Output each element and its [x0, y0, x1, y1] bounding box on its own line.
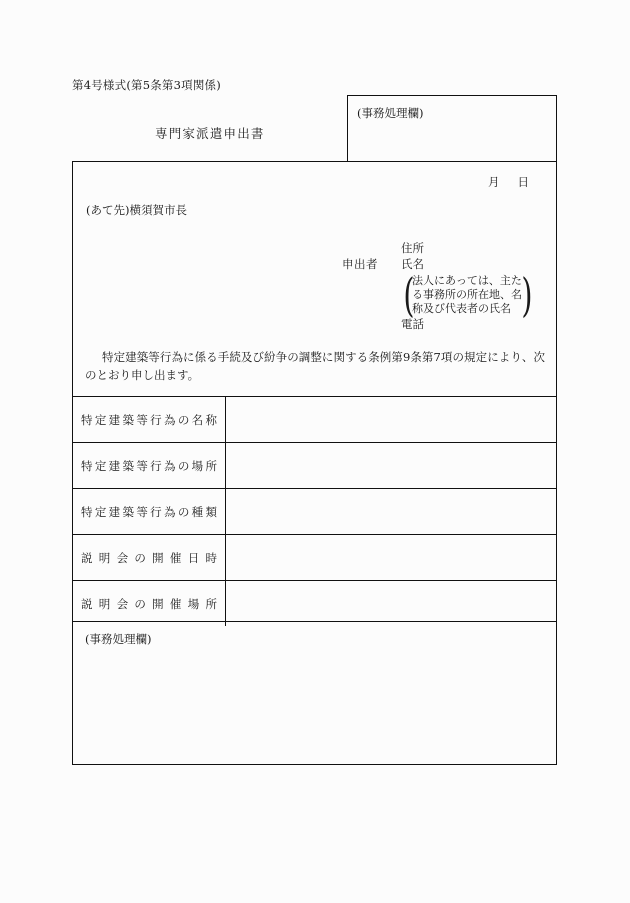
form-table: [73, 396, 556, 626]
table-row-value-cell[interactable]: [226, 397, 556, 442]
applicant-phone-row: [343, 317, 535, 333]
table-row: [73, 396, 556, 442]
corporate-note-line-2: る事務所の所在地、名: [412, 287, 522, 301]
table-row-value-cell[interactable]: [226, 489, 556, 534]
applicant-address-label: 住所: [401, 241, 424, 255]
office-processing-box-top-label: (事務処理欄): [357, 106, 424, 120]
addressee-line: (あて先)横須賀市長: [86, 203, 187, 217]
date-month-label: 月: [488, 175, 500, 189]
form-main-frame: [72, 161, 557, 765]
table-row-label: 説明会の開催日時: [81, 550, 217, 565]
date-line: [488, 174, 529, 190]
table-row: [73, 534, 556, 580]
applicant-name-label: 氏名: [401, 256, 424, 271]
office-processing-box-bottom-label: (事務処理欄): [85, 632, 152, 646]
corporate-note: ( 法人にあっては、主た る事務所の所在地、名 称及び代表者の氏名 ): [403, 267, 533, 322]
applicant-address-row: [343, 241, 535, 257]
table-row: [73, 488, 556, 534]
applicant-name-row: [343, 257, 535, 273]
form-code: 第4号様式(第5条第3項関係): [72, 78, 221, 92]
corporate-note-line-1: 法人にあっては、主た: [412, 273, 522, 287]
table-row-label: 説明会の開催場所: [81, 596, 217, 611]
table-row-label: 特定建築等行為の名称: [81, 412, 217, 427]
table-row-label-cell: [73, 397, 226, 442]
applicant-block: [343, 241, 535, 333]
applicant-tag: 申出者: [342, 256, 378, 271]
office-processing-box-bottom: [73, 621, 556, 764]
table-row-label-cell: [73, 489, 226, 534]
corporate-note-line-3: 称及び代表者の氏名: [412, 301, 511, 315]
table-row-value-cell[interactable]: [226, 581, 556, 626]
office-processing-box-top: [347, 95, 557, 162]
statement-text: 特定建築等行為に係る手続及び紛争の調整に関する条例第9条第7項の規定により、次のとおり申し出ます。: [85, 350, 545, 382]
table-row-label: 特定建築等行為の場所: [81, 458, 217, 473]
table-row-label-cell: [73, 443, 226, 488]
table-row: [73, 442, 556, 488]
applicant-phone-label: 電話: [401, 316, 424, 331]
table-row: [73, 580, 556, 626]
table-row-label-cell: [73, 535, 226, 580]
table-row-value-cell[interactable]: [226, 535, 556, 580]
table-row-label: 特定建築等行為の種類: [81, 504, 217, 519]
table-row-label-cell: [73, 581, 226, 626]
document-title: 専門家派遣申出書: [155, 126, 265, 141]
date-day-label: 日: [517, 175, 529, 189]
table-row-value-cell[interactable]: [226, 443, 556, 488]
